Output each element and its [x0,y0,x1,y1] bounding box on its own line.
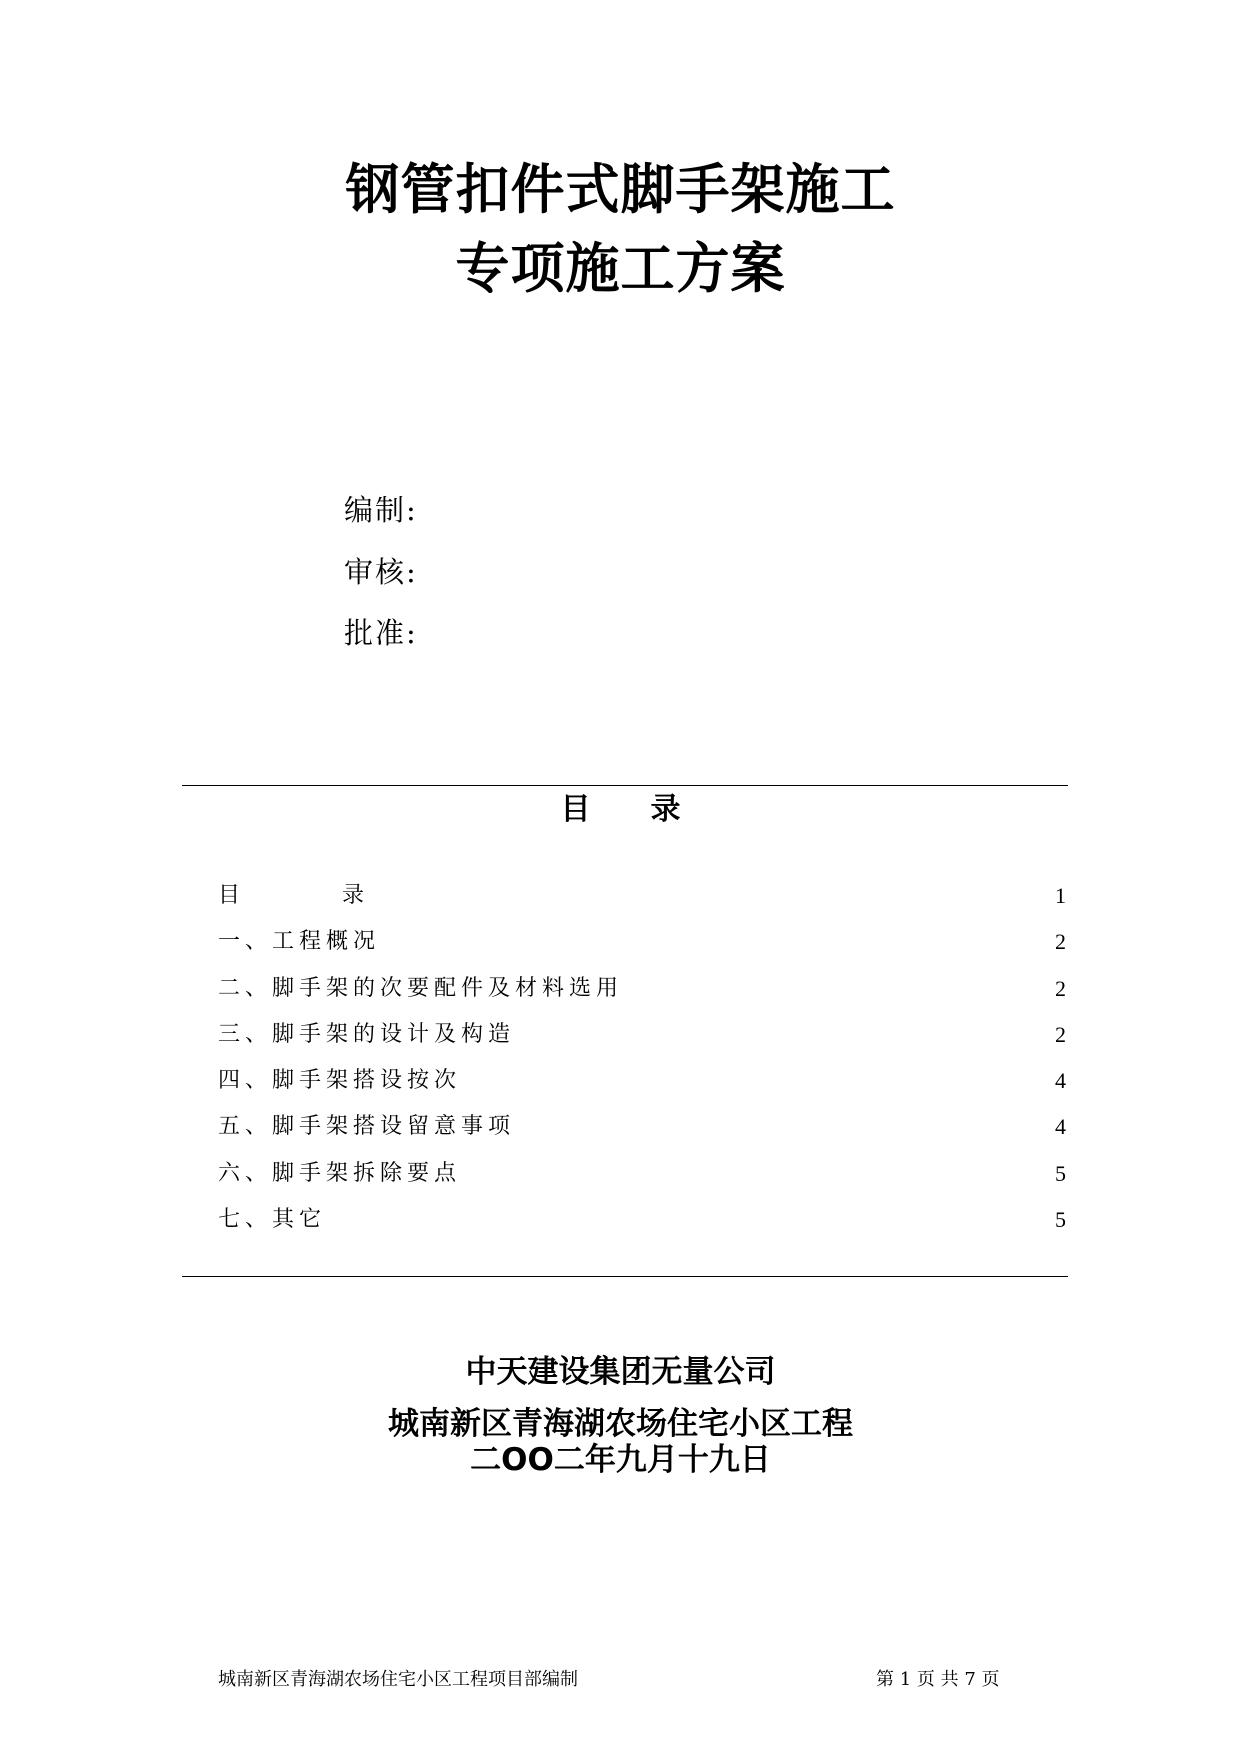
toc-entry[interactable] [218,928,1066,974]
issue-date: 二OO二年九月十九日 [470,1442,771,1478]
issuing-company: 中天建设集团无量公司 [465,1354,776,1390]
page-footer-department: 城南新区青海湖农场住宅小区工程项目部编制 [218,1669,578,1690]
toc-entry-page: 1 [1055,883,1066,908]
toc-entry[interactable] [218,1021,1066,1067]
toc-entry-page: 2 [1055,975,1066,1001]
reviewed-by-label: 审核: [344,555,418,589]
toc-entry-title: 一、工程概况 [218,929,381,955]
page-footer-page-number: 第 1 页 共 7 页 [876,1669,1000,1690]
toc-entry-title: 七、其它 [218,1207,327,1233]
toc-entry[interactable] [218,1160,1066,1206]
toc-heading: 目录 [560,792,741,827]
toc-entry[interactable] [218,975,1066,1021]
toc-entry-title: 四、脚手架搭设按次 [218,1068,462,1094]
toc-entry-title: 二、脚手架的次要配件及材料选用 [218,975,624,1001]
toc-entry-page: 5 [1055,1207,1066,1233]
toc-entry-page: 2 [1055,1021,1066,1047]
toc-bottom-divider [182,1276,1068,1277]
prepared-by-label: 编制: [344,493,418,527]
toc-entry-title: 三、脚手架的设计及构造 [218,1021,516,1047]
toc-entry[interactable] [218,1113,1066,1159]
toc-entry-title: 五、脚手架搭设留意事项 [218,1114,516,1140]
toc-entry-page: 4 [1055,1068,1066,1094]
toc-top-divider [182,785,1068,786]
toc-entry[interactable] [218,1067,1066,1113]
toc-entry[interactable] [218,1206,1066,1252]
table-of-contents [218,882,1066,1252]
toc-entry-title: 六、脚手架拆除要点 [218,1160,462,1186]
document-title-line-2: 专项施工方案 [455,237,786,300]
toc-entry-title: 目 录 [218,883,405,908]
approved-by-label: 批准: [344,616,418,650]
toc-entry[interactable] [218,882,1066,928]
toc-entry-page: 2 [1055,929,1066,955]
toc-entry-page: 5 [1055,1160,1066,1186]
project-name: 城南新区青海湖农场住宅小区工程 [388,1406,853,1442]
document-title-line-1: 钢管扣件式脚手架施工 [345,158,896,221]
toc-entry-page: 4 [1055,1114,1066,1140]
